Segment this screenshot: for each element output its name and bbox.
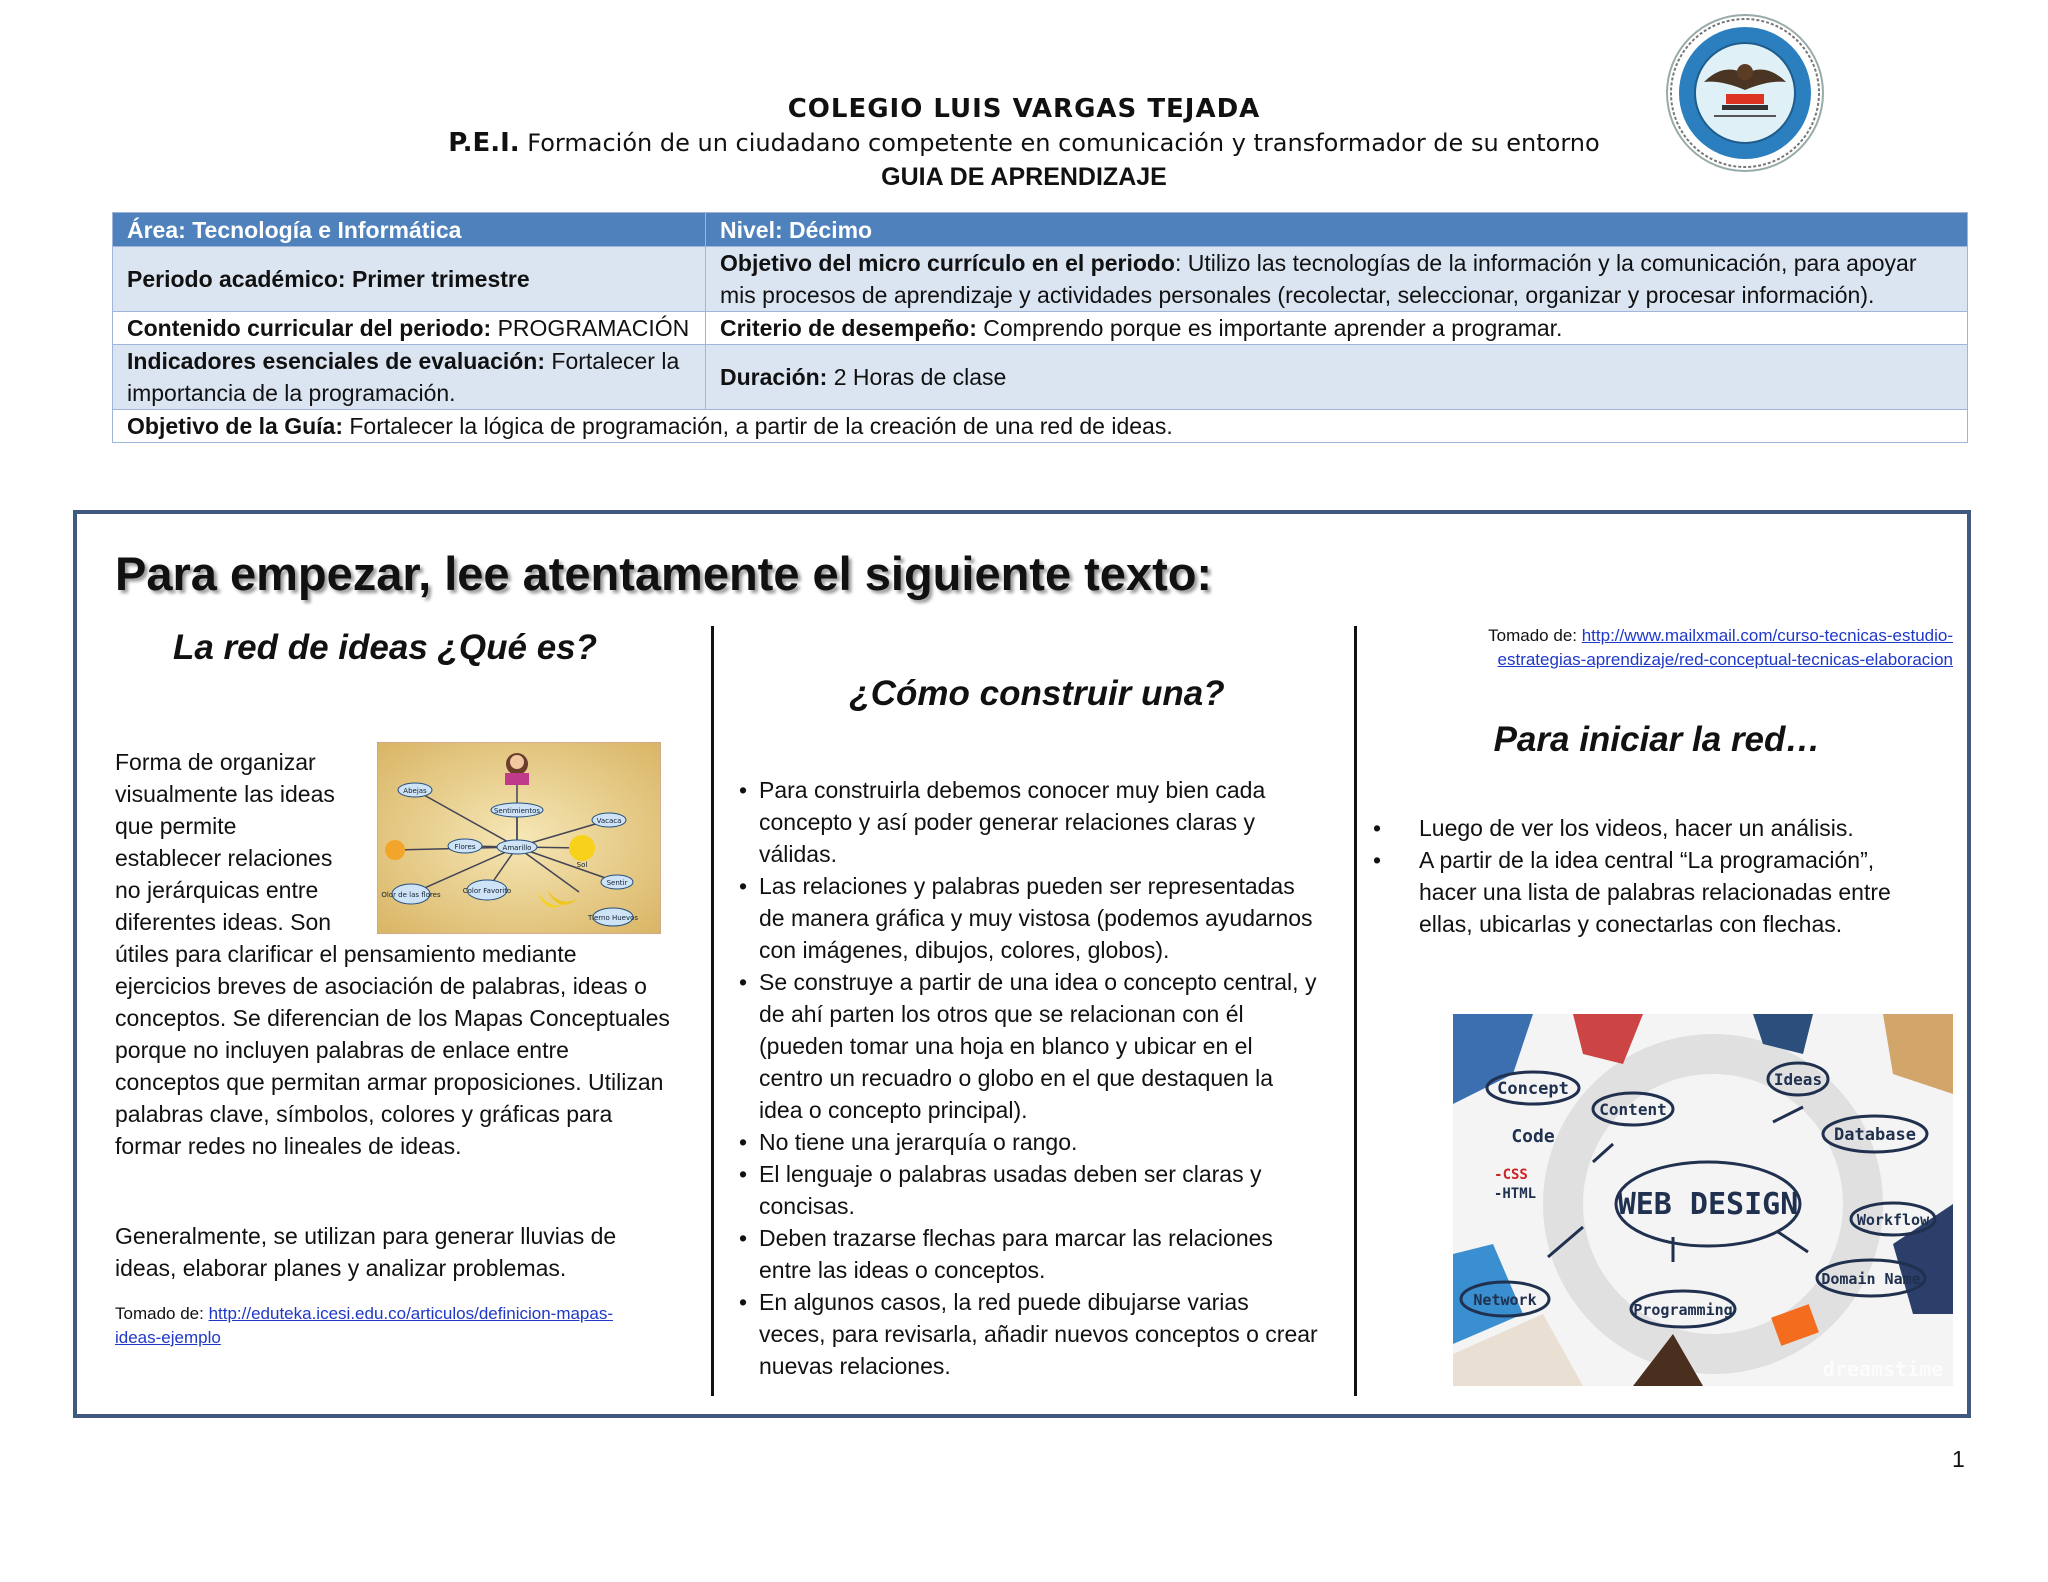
panel-title: Para empezar, lee atentamente el siguiente texto: [115, 547, 1213, 600]
info-table [112, 212, 1968, 443]
duracion-text: 2 Horas de clase [827, 364, 1007, 390]
duracion-label: Duración: [720, 364, 828, 390]
wrap-line: Forma de organizar [115, 749, 316, 775]
web-node: Programming [1633, 1301, 1733, 1319]
web-node: Ideas [1773, 1070, 1823, 1089]
col1-paragraph-1: útiles para clarificar el pensamiento mediante ejercicios breves de asociación de palabras, ideas o conceptos. Se diferencian de los Mapas Conceptuales porque no incluyen palabras de enlace entre conceptos que permitan armar proposiciones. Utilizan palabras clave, símbolos, colores y gráficas para formar redes no lineales de ideas. [115, 941, 670, 1159]
map-node: Flores [454, 843, 476, 851]
column-divider [711, 626, 714, 1396]
contenido-label: Contenido curricular del periodo: [127, 315, 492, 341]
source-label: Tomado de: [115, 1304, 209, 1323]
map-node: Tierno Huevos [587, 914, 639, 922]
indicadores-text: Fortalecer la importancia de la programación. [127, 348, 680, 406]
source-line [1377, 624, 1953, 648]
table-row [113, 410, 1968, 443]
criterio-text: Comprendo porque es importante aprender a programar. [976, 315, 1563, 341]
idea-map-image [377, 742, 661, 934]
wrap-line: no jerárquicas entre [115, 877, 319, 903]
list-item: • Las relaciones y palabras pueden ser representadas de manera gráfica y muy vistosa (podemos ayudarnos con imágenes, dibujos, colores, globos). [739, 870, 1319, 966]
objetivo-text: : Utilizo las tecnologías de la información y la comunicación, para apoyar mis procesos de aprendizaje y actividades personales (recolectar, seleccionar, organizar y procesar información). [720, 250, 1917, 308]
criterio-label: Criterio de desempeño: [720, 315, 977, 341]
list-item: • Luego de ver los videos, hacer un análisis. [1371, 812, 1931, 844]
nivel-cell: Nivel: Décimo [706, 213, 1968, 247]
duracion-cell [706, 345, 1968, 410]
source-link[interactable]: http://eduteka.icesi.edu.co/articulos/definicion-mapas-ideas-ejemplo [115, 1304, 614, 1347]
web-node: Network [1473, 1291, 1537, 1309]
col1-paragraph-2: Generalmente, se utilizan para generar lluvias de ideas, elaborar planes y analizar problemas. [115, 1223, 617, 1281]
watermark-text: dreamstime [1822, 1357, 1944, 1381]
source-label: Tomado de: [1488, 626, 1582, 645]
web-node: Code [1511, 1126, 1555, 1147]
list-item: • Para construirla debemos conocer muy bien cada concepto y así poder generar relaciones claras y válidas. [739, 774, 1319, 870]
col1-wrap-lines [115, 746, 375, 938]
contenido-text: PROGRAMACIÓN [491, 315, 690, 341]
list-item: • Deben trazarse flechas para marcar las relaciones entre las ideas o conceptos. [739, 1222, 1319, 1286]
contenido-cell [113, 312, 706, 345]
web-design-image [1453, 1014, 1953, 1386]
column-divider [1354, 626, 1357, 1396]
wrap-line: diferentes ideas. Son [115, 909, 332, 935]
map-node: Abejas [403, 787, 427, 795]
col3-source [1377, 624, 1953, 672]
web-node: Content [1599, 1100, 1667, 1119]
objguia-label: Objetivo de la Guía: [127, 413, 343, 439]
school-seal-icon [1664, 12, 1826, 174]
col1-source [115, 1302, 655, 1350]
map-node: Sentimientos [493, 807, 541, 815]
periodo-cell: Periodo académico: Primer trimestre [113, 247, 706, 312]
reading-panel [73, 510, 1971, 1418]
table-row [113, 312, 1968, 345]
table-row [113, 213, 1968, 247]
objetivo-guia-cell [113, 410, 1968, 443]
map-node: Sentir [606, 879, 628, 887]
web-node: WEB DESIGN [1617, 1187, 1799, 1222]
wrap-line: visualmente las ideas [115, 781, 335, 807]
objetivo-label: Objetivo del micro currículo en el periodo [720, 250, 1175, 276]
col1-heading: La red de ideas ¿Qué es? [172, 628, 598, 667]
list-item: • El lenguaje o palabras usadas deben ser claras y concisas. [739, 1158, 1319, 1222]
col3-bullet-list [1371, 812, 1931, 940]
map-node: Color Favorito [462, 887, 512, 895]
source-line [1377, 648, 1953, 672]
web-node: Workflow [1856, 1211, 1930, 1229]
web-node: -HTML [1493, 1186, 1537, 1202]
col3-heading: Para iniciar la red… [1493, 720, 1821, 759]
table-row [113, 247, 1968, 312]
indicadores-label: Indicadores esenciales de evaluación: [127, 348, 546, 374]
web-node: -CSS [1494, 1167, 1528, 1183]
col3-body [1371, 812, 1931, 940]
objetivo-cell [706, 247, 1968, 312]
list-item: • No tiene una jerarquía o rango. [739, 1126, 1319, 1158]
list-item: • A partir de la idea central “La programación”, hacer una lista de palabras relacionadas entre ellas, ubicarlas y conectarlas con flechas. [1371, 844, 1931, 940]
wrap-line: que permite [115, 813, 237, 839]
objguia-text: Fortalecer la lógica de programación, a partir de la creación de una red de ideas. [342, 413, 1173, 439]
list-item: • Se construye a partir de una idea o concepto central, y de ahí parten los otros que se relacionan con él (pueden tomar una hoja en blanco y ubicar en el centro un recuadro o globo en el que destaquen la idea o concepto principal). [739, 966, 1319, 1126]
source-link[interactable]: estrategias-aprendizaje/red-conceptual-tecnicas-elaboracion [1497, 650, 1953, 669]
page-number: 1 [1952, 1446, 1965, 1472]
source-link[interactable]: http://www.mailxmail.com/curso-tecnicas-estudio- [1581, 626, 1953, 645]
pei-prefix: P.E.I. [448, 128, 520, 158]
area-cell: Área: Tecnología e Informática [113, 213, 706, 247]
map-node: Vacaca [596, 817, 622, 825]
map-node: Sol [576, 861, 588, 869]
school-name: COLEGIO LUIS VARGAS TEJADA [787, 94, 1261, 124]
indicadores-cell [113, 345, 706, 410]
criterio-cell [706, 312, 1968, 345]
table-row [113, 345, 1968, 410]
list-item: • En algunos casos, la red puede dibujarse varias veces, para revisarla, añadir nuevos conceptos o crear nuevas relaciones. [739, 1286, 1319, 1382]
web-node: Domain Name [1821, 1270, 1921, 1288]
wrap-line: establecer relaciones [115, 845, 333, 871]
col2-heading: ¿Cómo construir una? [849, 674, 1225, 713]
guide-title: GUIA DE APRENDIZAJE [881, 163, 1167, 191]
map-node: Olor de las flores [381, 891, 441, 899]
col2-bullet-list [739, 774, 1319, 1382]
web-node: Database [1834, 1125, 1916, 1145]
map-node: Amarillo [502, 844, 532, 852]
col2-body [739, 774, 1319, 1382]
pei-text: Formación de un ciudadano competente en comunicación y transformador de su entorno [527, 129, 1600, 157]
web-node: Concept [1497, 1079, 1569, 1099]
